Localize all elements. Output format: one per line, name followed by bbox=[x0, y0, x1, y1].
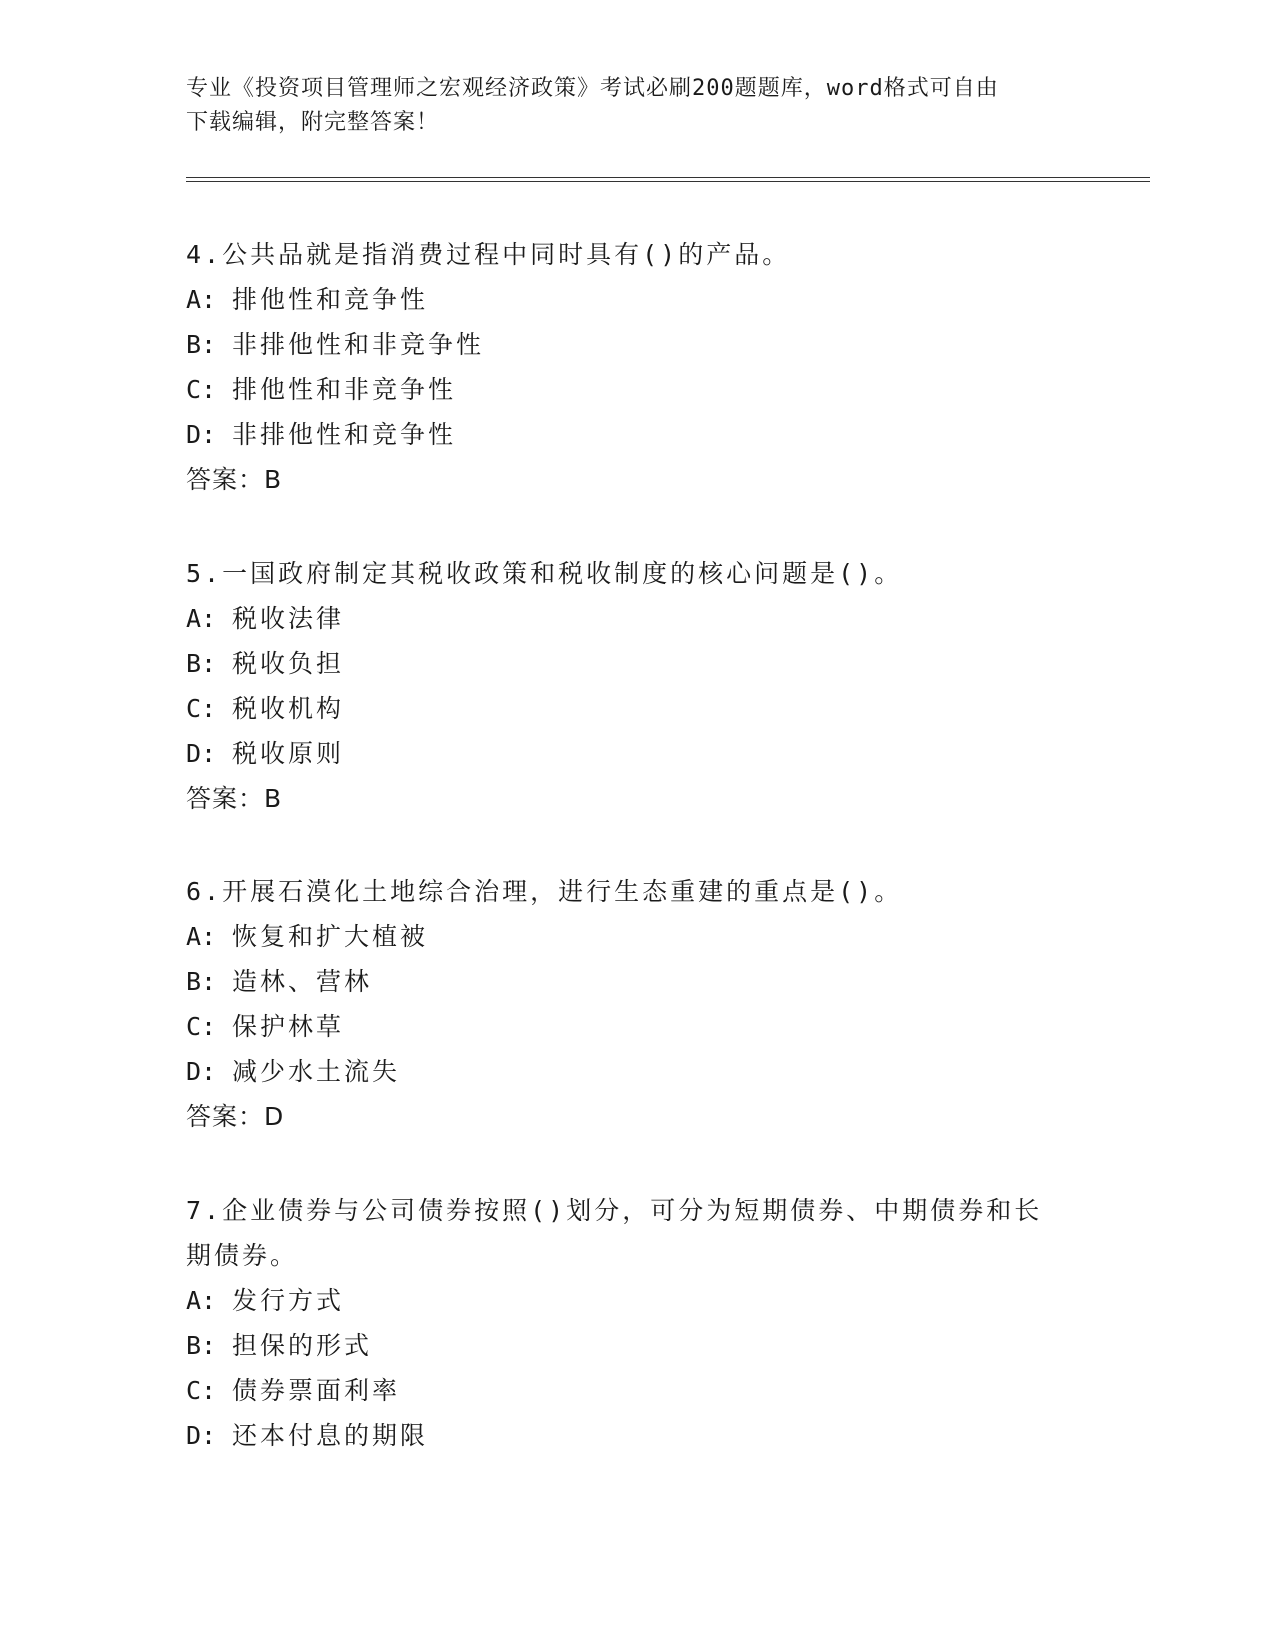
option-key: B: bbox=[186, 330, 217, 359]
option-text: 税收机构 bbox=[232, 694, 345, 723]
option-text: 税收法律 bbox=[232, 604, 345, 633]
option-a bbox=[186, 1278, 1086, 1323]
option-d bbox=[186, 412, 1086, 457]
option-text: 造林、营林 bbox=[232, 967, 373, 996]
option-a bbox=[186, 596, 1086, 641]
document-header bbox=[186, 72, 1086, 140]
option-d bbox=[186, 1413, 1086, 1458]
option-text: 发行方式 bbox=[232, 1286, 345, 1315]
option-b bbox=[186, 322, 1086, 367]
option-text: 排他性和非竞争性 bbox=[232, 375, 457, 404]
question-stem-line-1: 7.企业债券与公司债券按照()划分，可分为短期债券、中期债券和长 bbox=[186, 1196, 1043, 1225]
answer: 答案：D bbox=[186, 1102, 285, 1131]
option-key: A: bbox=[186, 922, 217, 951]
option-text: 排他性和竞争性 bbox=[232, 285, 429, 314]
option-b bbox=[186, 959, 1086, 1004]
option-c bbox=[186, 1004, 1086, 1049]
header-line-1: 专业《投资项目管理师之宏观经济政策》考试必刷200题题库，word格式可自由 bbox=[186, 76, 999, 101]
option-text: 保护林草 bbox=[232, 1012, 345, 1041]
option-key: A: bbox=[186, 285, 217, 314]
option-key: D: bbox=[186, 1057, 217, 1086]
option-d bbox=[186, 1049, 1086, 1094]
header-line-2: 下载编辑，附完整答案！ bbox=[186, 110, 440, 135]
question-4 bbox=[186, 232, 1086, 502]
option-key: C: bbox=[186, 694, 217, 723]
option-key: B: bbox=[186, 649, 217, 678]
option-text: 恢复和扩大植被 bbox=[232, 922, 429, 951]
option-text: 减少水土流失 bbox=[232, 1057, 401, 1086]
option-text: 担保的形式 bbox=[232, 1331, 373, 1360]
option-b bbox=[186, 641, 1086, 686]
option-a bbox=[186, 277, 1086, 322]
option-key: D: bbox=[186, 1421, 217, 1450]
option-text: 还本付息的期限 bbox=[232, 1421, 429, 1450]
option-key: A: bbox=[186, 1286, 217, 1315]
option-c bbox=[186, 367, 1086, 412]
question-6 bbox=[186, 869, 1086, 1139]
header-divider-top bbox=[186, 177, 1150, 178]
option-d bbox=[186, 731, 1086, 776]
question-stem: 6.开展石漠化土地综合治理，进行生态重建的重点是()。 bbox=[186, 877, 903, 906]
option-a bbox=[186, 914, 1086, 959]
question-stem: 5.一国政府制定其税收政策和税收制度的核心问题是()。 bbox=[186, 559, 903, 588]
option-key: B: bbox=[186, 1331, 217, 1360]
option-text: 非排他性和非竞争性 bbox=[232, 330, 485, 359]
option-key: A: bbox=[186, 604, 217, 633]
question-5 bbox=[186, 551, 1086, 821]
option-key: D: bbox=[186, 420, 217, 449]
option-key: C: bbox=[186, 1012, 217, 1041]
question-stem: 4.公共品就是指消费过程中同时具有()的产品。 bbox=[186, 240, 791, 269]
option-text: 非排他性和竞争性 bbox=[232, 420, 457, 449]
option-c bbox=[186, 686, 1086, 731]
option-key: C: bbox=[186, 1376, 217, 1405]
question-7 bbox=[186, 1188, 1086, 1458]
option-key: D: bbox=[186, 739, 217, 768]
header-divider-bottom bbox=[186, 181, 1150, 182]
answer: 答案：B bbox=[186, 465, 283, 494]
option-key: B: bbox=[186, 967, 217, 996]
option-text: 税收负担 bbox=[232, 649, 345, 678]
option-c bbox=[186, 1368, 1086, 1413]
option-text: 债券票面利率 bbox=[232, 1376, 401, 1405]
option-b bbox=[186, 1323, 1086, 1368]
option-key: C: bbox=[186, 375, 217, 404]
question-stem-line-2: 期债券。 bbox=[186, 1241, 299, 1270]
answer: 答案：B bbox=[186, 784, 283, 813]
option-text: 税收原则 bbox=[232, 739, 345, 768]
